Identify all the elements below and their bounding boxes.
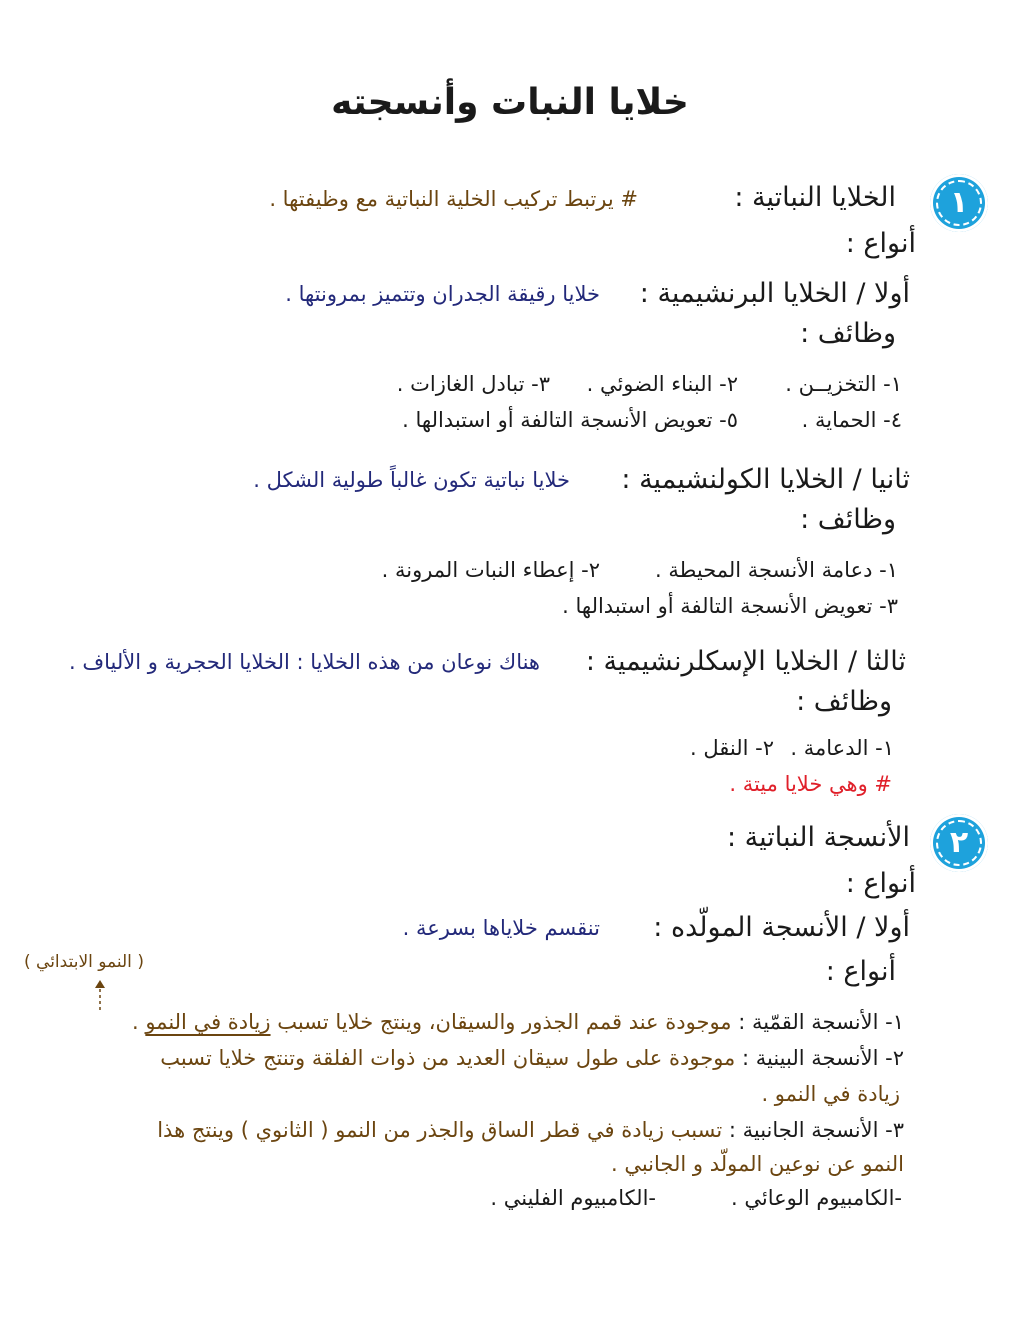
tissue-text-highlight: زيادة في النمو xyxy=(145,1010,271,1034)
page-title: خلايا النبات وأنسجته xyxy=(331,82,689,123)
function-item: ٣- تعويض الأنسجة التالفة أو استبدالها . xyxy=(562,594,898,618)
parenchyma-description: خلايا رقيقة الجدران وتتميز بمرونتها . xyxy=(285,282,600,306)
types-label: أنواع : xyxy=(825,956,896,987)
function-item: ٥- تعويض الأنسجة التالفة أو استبدالها . xyxy=(402,408,738,432)
cambium-item: -الكامبيوم الوعائي . xyxy=(731,1186,902,1210)
meristem-heading: أولا / الأنسجة المولّده : xyxy=(653,912,910,943)
function-item: ٢- النقل . xyxy=(690,736,774,760)
cambium-item: -الكامبيوم الفليني . xyxy=(490,1186,656,1210)
tissue-text-continuation: النمو عن نوعين المولّد و الجانبي . xyxy=(610,1152,904,1176)
function-item: ١- الدعامة . xyxy=(790,736,894,760)
tissue-text: موجودة على طول سيقان العديد من ذوات الفلقة وتنتج خلايا تسبب xyxy=(160,1046,736,1070)
sclerenchyma-description: هناك نوعان من هذه الخلايا : الخلايا الحجرية و الألياف . xyxy=(68,650,540,674)
collenchyma-description: خلايا نباتية تكون غالباً طولية الشكل . xyxy=(253,468,570,492)
functions-label: وظائف : xyxy=(800,318,896,349)
tissue-item-intercalary xyxy=(160,1046,904,1070)
section-heading-plant-cells: الخلايا النباتية : xyxy=(734,182,896,213)
function-item: ٢- البناء الضوئي . xyxy=(586,372,738,396)
section-number-badge-2 xyxy=(930,814,988,872)
function-item: ١- دعامة الأنسجة المحيطة . xyxy=(655,558,898,582)
sclerenchyma-heading: ثالثا / الخلايا الإسكلرنشيمية : xyxy=(585,646,906,677)
parenchyma-heading: أولا / الخلايا البرنشيمية : xyxy=(639,278,910,309)
collenchyma-heading: ثانيا / الخلايا الكولنشيمية : xyxy=(621,464,910,495)
badge-number: ١ xyxy=(949,185,969,220)
section-note: # يرتبط تركيب الخلية النباتية مع وظيفتها . xyxy=(269,187,638,211)
dead-cells-note: # وهي خلايا ميتة . xyxy=(729,772,892,796)
meristem-description: تنقسم خلاياها بسرعة . xyxy=(402,916,600,940)
types-label: أنواع : xyxy=(845,228,916,259)
tissue-text-end: . xyxy=(131,1010,139,1034)
badge-number: ٢ xyxy=(949,825,969,860)
function-item: ٢- إعطاء النبات المرونة . xyxy=(381,558,600,582)
functions-label: وظائف : xyxy=(800,504,896,535)
tissue-label: ٢- الأنسجة البينية : xyxy=(741,1046,904,1070)
primary-growth-annotation: ( النمو الابتدائي ) xyxy=(24,952,144,972)
section-heading-plant-tissues: الأنسجة النباتية : xyxy=(726,822,910,853)
function-item: ٣- تبادل الغازات . xyxy=(396,372,550,396)
tissue-text: تسبب زيادة في قطر الساق والجذر من النمو ( الثانوي ) وينتج هذا xyxy=(157,1118,723,1142)
tissue-label: ١- الأنسجة القمّية : xyxy=(738,1010,904,1034)
function-item: ٤- الحماية . xyxy=(801,408,902,432)
tissue-item-lateral xyxy=(157,1118,904,1142)
section-number-badge-1 xyxy=(930,174,988,232)
tissue-item-apical xyxy=(132,1010,904,1034)
annotation-arrow-icon xyxy=(90,978,110,1012)
function-item: ١- التخزيــن . xyxy=(785,372,902,396)
types-label: أنواع : xyxy=(845,868,916,899)
functions-label: وظائف : xyxy=(796,686,892,717)
tissue-label: ٣- الأنسجة الجانبية : xyxy=(728,1118,904,1142)
tissue-text-continuation: زيادة في النمو . xyxy=(761,1082,900,1106)
tissue-text: موجودة عند قمم الجذور والسيقان، وينتج خلايا تسبب xyxy=(277,1010,732,1034)
